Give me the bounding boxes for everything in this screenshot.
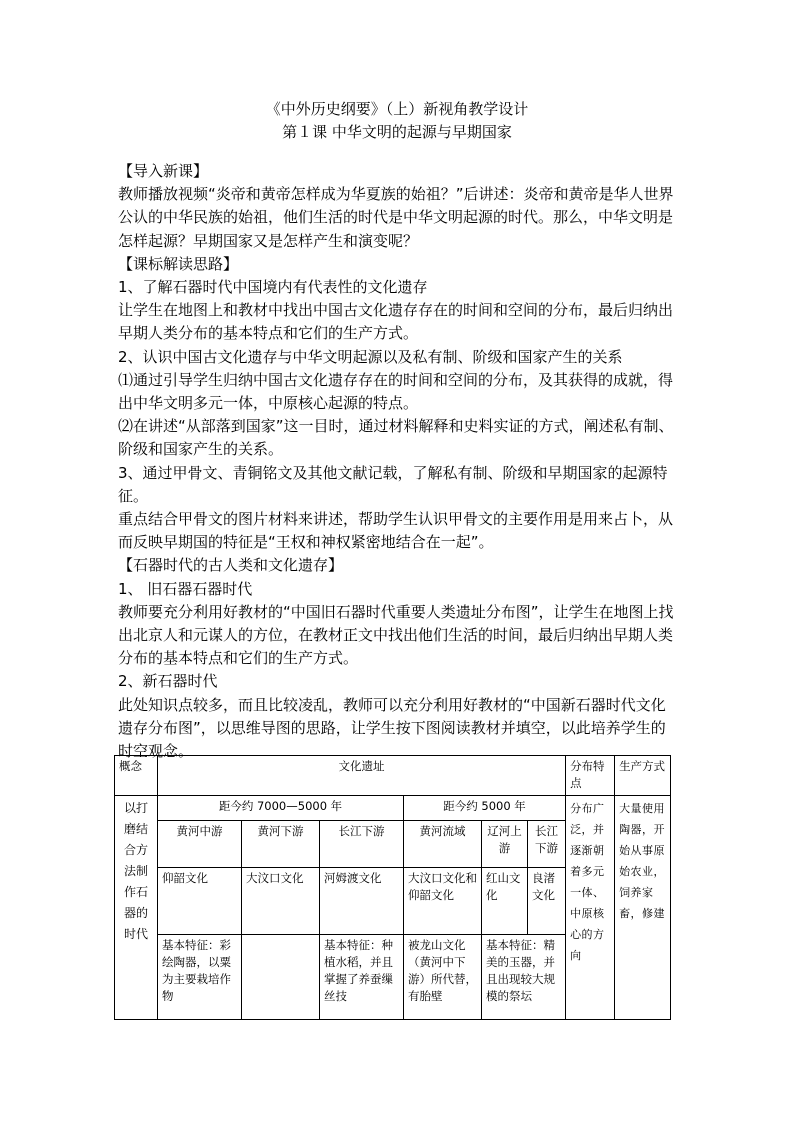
paragraph: 让学生在地图上和教材中找出中国古文化遗存存在的时间和空间的分布，最后归纳出早期人类分布的基本特点和它们的生产方式。 xyxy=(118,301,674,343)
region-cell: 黄河流域 xyxy=(404,821,482,868)
feature-cell xyxy=(242,935,320,1020)
header-distribution: 分布特点 xyxy=(566,756,615,796)
region-cell: 长江下游 xyxy=(528,821,566,868)
region-cell: 长江下游 xyxy=(320,821,404,868)
region-cell: 黄河下游 xyxy=(242,821,320,868)
feature-cell: 基本特征：彩绘陶器，以粟为主要栽培作物 xyxy=(158,935,242,1020)
section-heading: 【导入新课】 xyxy=(118,162,209,180)
header-concept: 概念 xyxy=(115,756,158,796)
document-subtitle: 第１课 中华文明的起源与早期国家 xyxy=(282,123,512,141)
period-cell: 距今约 7000—5000 年 xyxy=(158,796,404,821)
paragraph: ⑴通过引导学生归纳中国古文化遗存存在的时间和空间的分布，及其获得的成就，得出中华文明多元一体，中原核心起源的特点。 xyxy=(118,370,674,413)
section-heading: 【课标解读思路】 xyxy=(118,254,239,273)
feature-cell: 基本特征：种植水稻，并且掌握了养蚕缫丝技 xyxy=(320,935,404,1020)
paragraph: 重点结合甲骨文的图片材料来讲述，帮助学生认识甲骨文的主要作用是用来占卜，从而反映早期国的特征是“王权和神权紧密地结合在一起”。 xyxy=(118,510,674,552)
culture-cell: 良渚文化 xyxy=(528,868,566,935)
culture-cell: 大汶口文化和仰韶文化 xyxy=(404,868,482,935)
culture-cell: 大汶口文化 xyxy=(242,868,320,935)
paragraph: 教师要充分利用好教材的“中国旧石器时代重要人类遗址分布图”，让学生在地图上找出北京人和元谋人的方位，在教材正文中找出他们生活的时间，最后归纳出早期人类分布的基本特点和它们的生产方式。 xyxy=(118,602,674,668)
paragraph: 3、通过甲骨文、青铜铭文及其他文献记载，了解私有制、阶级和早期国家的起源特征。 xyxy=(118,463,668,505)
paragraph: 1、了解石器时代中国境内有代表性的文化遗存 xyxy=(118,278,428,297)
concept-cell: 以打磨结合方法制作石器的时代 xyxy=(115,796,158,1020)
culture-cell: 红山文化 xyxy=(482,868,528,935)
paragraph: 此处知识点较多，而且比较凌乱，教师可以充分利用好教材的“中国新石器时代文化遗存分布图”，以思维导图的思路，让学生按下图阅读教材并填空，以此培养学生的时空观念。 xyxy=(118,695,666,761)
paragraph: 1、 旧石器石器时代 xyxy=(118,579,253,598)
paragraph: 教师播放视频“炎帝和黄帝怎样成为华夏族的始祖？”后讲述：炎帝和黄帝是华人世界公认的中华民族的始祖，他们生活的时代是中华文明起源的时代。那么，中华文明是怎样起源？早期国家又是怎样产生和演变呢？ xyxy=(118,185,674,250)
paragraph: ⑵在讲述“从部落到国家”这一目时，通过材料解释和史料实证的方式，阐述私有制、阶级和国家产生的关系。 xyxy=(118,417,674,459)
paragraph: 2、新石器时代 xyxy=(118,672,218,691)
feature-cell: 基本特征：精美的玉器，并且出现较大规模的祭坛 xyxy=(482,935,566,1020)
document-body xyxy=(118,160,680,763)
period-cell: 距今约 5000 年 xyxy=(404,796,566,821)
header-production: 生产方式 xyxy=(615,756,671,796)
paragraph: 2、认识中国古文化遗存与中华文明起源以及私有制、阶级和国家产生的关系 xyxy=(118,347,623,366)
production-cell: 大量使用陶器，开始从事原始农业，饲养家畜，修建 xyxy=(615,796,671,1020)
section-heading: 【石器时代的古人类和文化遗存】 xyxy=(118,556,344,575)
feature-cell: 被龙山文化（黄河中下游）所代替，有胎壁 xyxy=(404,935,482,1020)
document-title: 《中外历史纲要》（上）新视角教学设计 xyxy=(265,100,529,118)
distribution-cell: 分布广泛，并逐渐朝着多元一体、中原核心的方向 xyxy=(566,796,615,1020)
culture-cell: 仰韶文化 xyxy=(158,868,242,935)
region-cell: 辽河上游 xyxy=(482,821,528,868)
header-sites: 文化遗址 xyxy=(158,756,566,796)
culture-cell: 河姆渡文化 xyxy=(320,868,404,935)
neolithic-culture-table xyxy=(114,755,671,1020)
region-cell: 黄河中游 xyxy=(158,821,242,868)
